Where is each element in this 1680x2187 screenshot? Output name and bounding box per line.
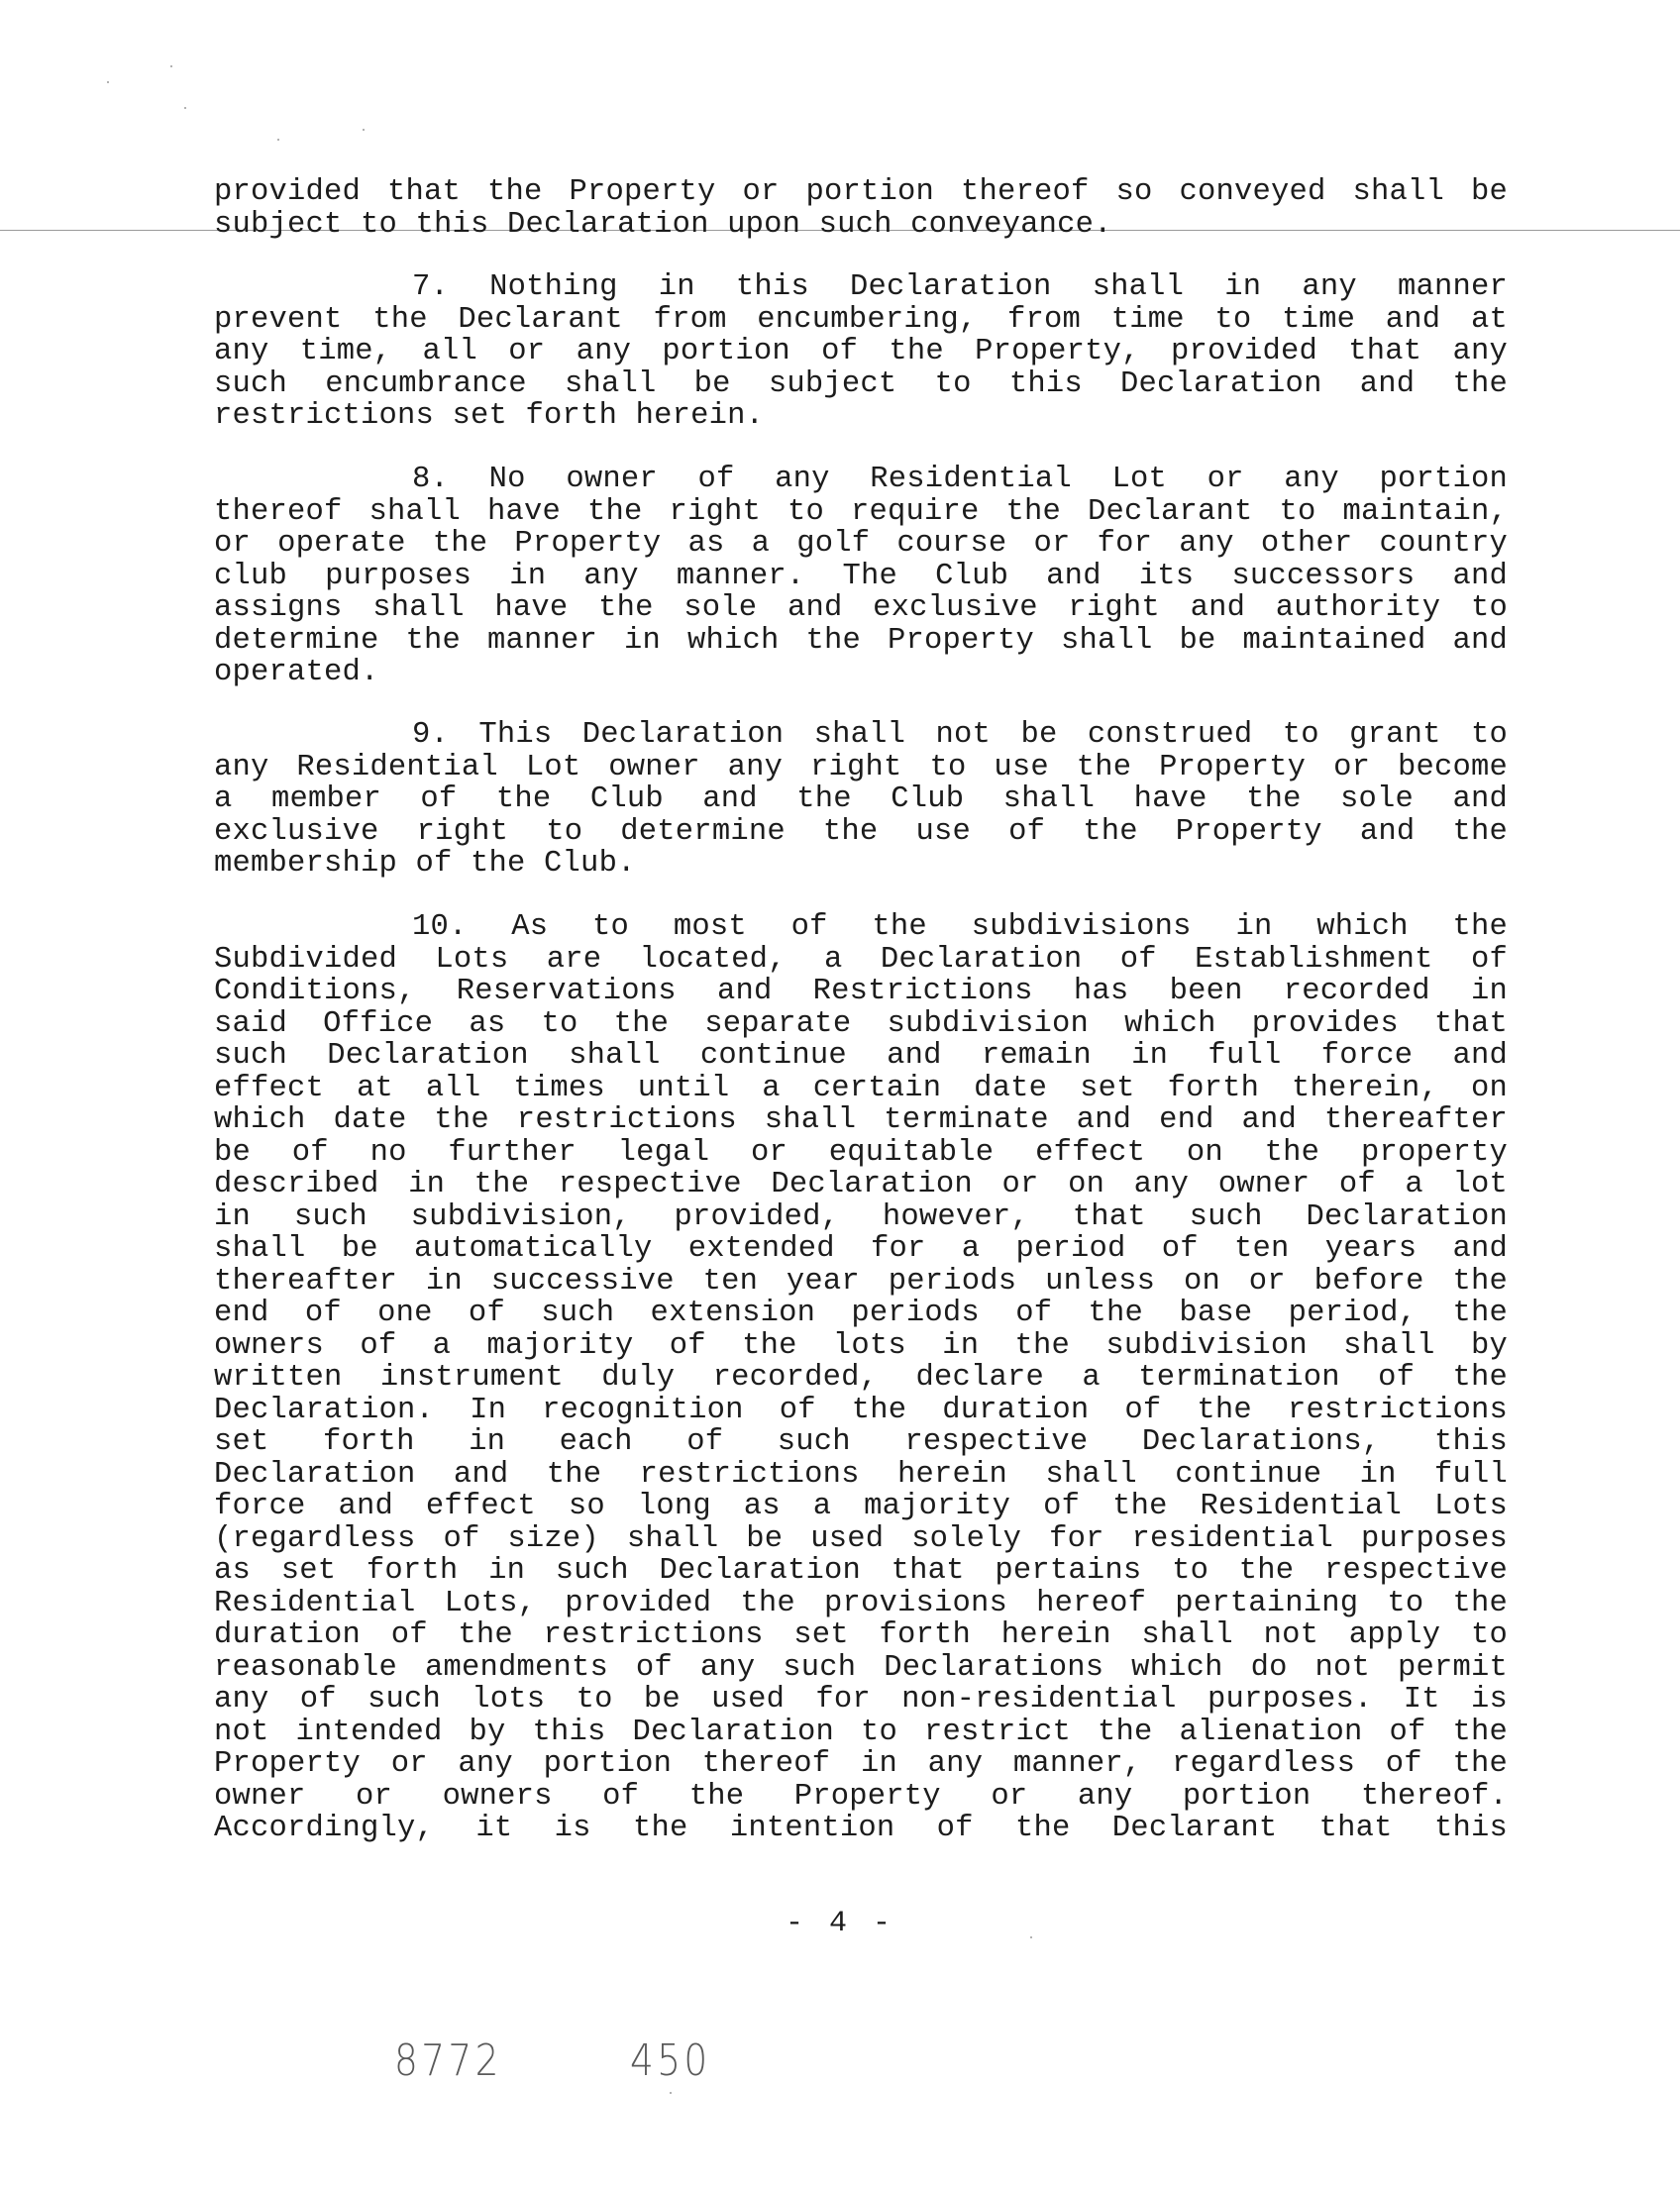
- intro-continuation: [214, 176, 1508, 241]
- paragraph-line: Declaration and the restrictions herein shall continue in full: [214, 1457, 1508, 1492]
- paragraph-line: which date the restrictions shall terminate and end and thereafter: [214, 1103, 1508, 1137]
- scan-speck: [277, 139, 279, 141]
- paragraph-line: any Residential Lot owner any right to use the Property or become: [214, 750, 1508, 784]
- paragraph-line: such Declaration shall continue and remain in full force and: [214, 1039, 1508, 1073]
- paragraph-line: restrictions set forth herein.: [214, 399, 765, 433]
- paragraph-line: operated.: [214, 656, 379, 689]
- paragraph-line: said Office as to the separate subdivision which provides that: [214, 1006, 1508, 1041]
- paragraph-line: thereafter in successive ten year periods unless on or before the: [214, 1264, 1508, 1299]
- paragraph-line: be of no further legal or equitable effect on the property: [214, 1135, 1508, 1170]
- paragraph-line: described in the respective Declaration or on any owner of a lot: [214, 1168, 1508, 1201]
- scan-speck: [670, 2092, 672, 2094]
- paragraph-line: Residential Lots, provided the provisions hereof pertaining to the: [214, 1586, 1508, 1620]
- scan-speck: [170, 65, 172, 67]
- paragraph-line: 9. This Declaration shall not be construed to grant to: [412, 718, 1508, 752]
- paragraph-line: effect at all times until a certain date set forth therein, on: [214, 1071, 1508, 1105]
- paragraph-10: [214, 911, 1508, 1845]
- paragraph-line: 8. No owner of any Residential Lot or any portion: [412, 463, 1508, 496]
- paragraph-line: shall be automatically extended for a period of ten years and: [214, 1232, 1508, 1266]
- paragraph-line: thereof shall have the right to require the Declarant to maintain,: [214, 494, 1508, 529]
- scan-speck: [107, 81, 109, 83]
- paragraph-line: exclusive right to determine the use of the Property and the: [214, 814, 1508, 849]
- paragraph-line: a member of the Club and the Club shall have the sole and: [214, 782, 1508, 816]
- paragraph-line: set forth in each of such respective Declarations, this: [214, 1425, 1508, 1459]
- paragraph-line: written instrument duly recorded, declare a termination of the: [214, 1361, 1508, 1395]
- paragraph-line: any of such lots to be used for non-residential purposes. It is: [214, 1683, 1508, 1717]
- intro-line: provided that the Property or portion thereof so conveyed shall be: [214, 175, 1508, 209]
- paragraph-8: [214, 464, 1508, 689]
- paragraph-line: prevent the Declarant from encumbering, from time to time and at: [214, 302, 1508, 337]
- intro-line: subject to this Declaration upon such conveyance.: [214, 207, 1112, 242]
- paragraph-line: assigns shall have the sole and exclusive right and authority to: [214, 591, 1508, 625]
- paragraph-7: [214, 271, 1508, 433]
- paragraph-line: 7. Nothing in this Declaration shall in any manner: [412, 270, 1508, 304]
- paragraph-line: end of one of such extension periods of the base period, the: [214, 1297, 1508, 1330]
- paragraph-line: owner or owners of the Property or any portion thereof.: [214, 1779, 1508, 1814]
- paragraph-line: Declaration. In recognition of the duration of the restrictions: [214, 1393, 1508, 1427]
- paragraph-line: Subdivided Lots are located, a Declaration of Establishment of: [214, 942, 1508, 977]
- paragraph-line: 10. As to most of the subdivisions in which the: [412, 910, 1508, 944]
- paragraph-line: in such subdivision, provided, however, that such Declaration: [214, 1199, 1508, 1234]
- paragraph-line: determine the manner in which the Property shall be maintained and: [214, 623, 1508, 658]
- paragraph-line: such encumbrance shall be subject to this Declaration and the: [214, 366, 1508, 401]
- scan-speck: [184, 107, 186, 109]
- page-number: - 4 -: [785, 1907, 894, 1940]
- paragraph-line: owners of a majority of the lots in the subdivision shall by: [214, 1328, 1508, 1363]
- recording-page-number: 450: [630, 2035, 711, 2086]
- paragraph-line: duration of the restrictions set forth herein shall not apply to: [214, 1618, 1508, 1652]
- paragraph-line: Property or any portion thereof in any manner, regardless of the: [214, 1747, 1508, 1781]
- paragraph-line: membership of the Club.: [214, 847, 636, 881]
- recording-book-number: 8772: [394, 2035, 502, 2086]
- paragraph-line: as set forth in such Declaration that pertains to the respective: [214, 1554, 1508, 1588]
- paragraph-line: club purposes in any manner. The Club and its successors and: [214, 559, 1508, 593]
- paragraph-line: or operate the Property as a golf course or for any other country: [214, 527, 1508, 561]
- paragraph-line: force and effect so long as a majority of the Residential Lots: [214, 1490, 1508, 1523]
- paragraph-line: reasonable amendments of any such Declarations which do not permit: [214, 1650, 1508, 1685]
- paragraph-line: not intended by this Declaration to restrict the alienation of the: [214, 1715, 1508, 1749]
- paragraph-9: [214, 719, 1508, 881]
- paragraph-line: Accordingly, it is the intention of the Declarant that this: [214, 1812, 1508, 1845]
- paragraph-line: Conditions, Reservations and Restrictions has been recorded in: [214, 975, 1508, 1008]
- scan-speck: [363, 129, 365, 131]
- paragraph-line: any time, all or any portion of the Property, provided that any: [214, 335, 1508, 368]
- paragraph-line: (regardless of size) shall be used solely for residential purposes: [214, 1521, 1508, 1556]
